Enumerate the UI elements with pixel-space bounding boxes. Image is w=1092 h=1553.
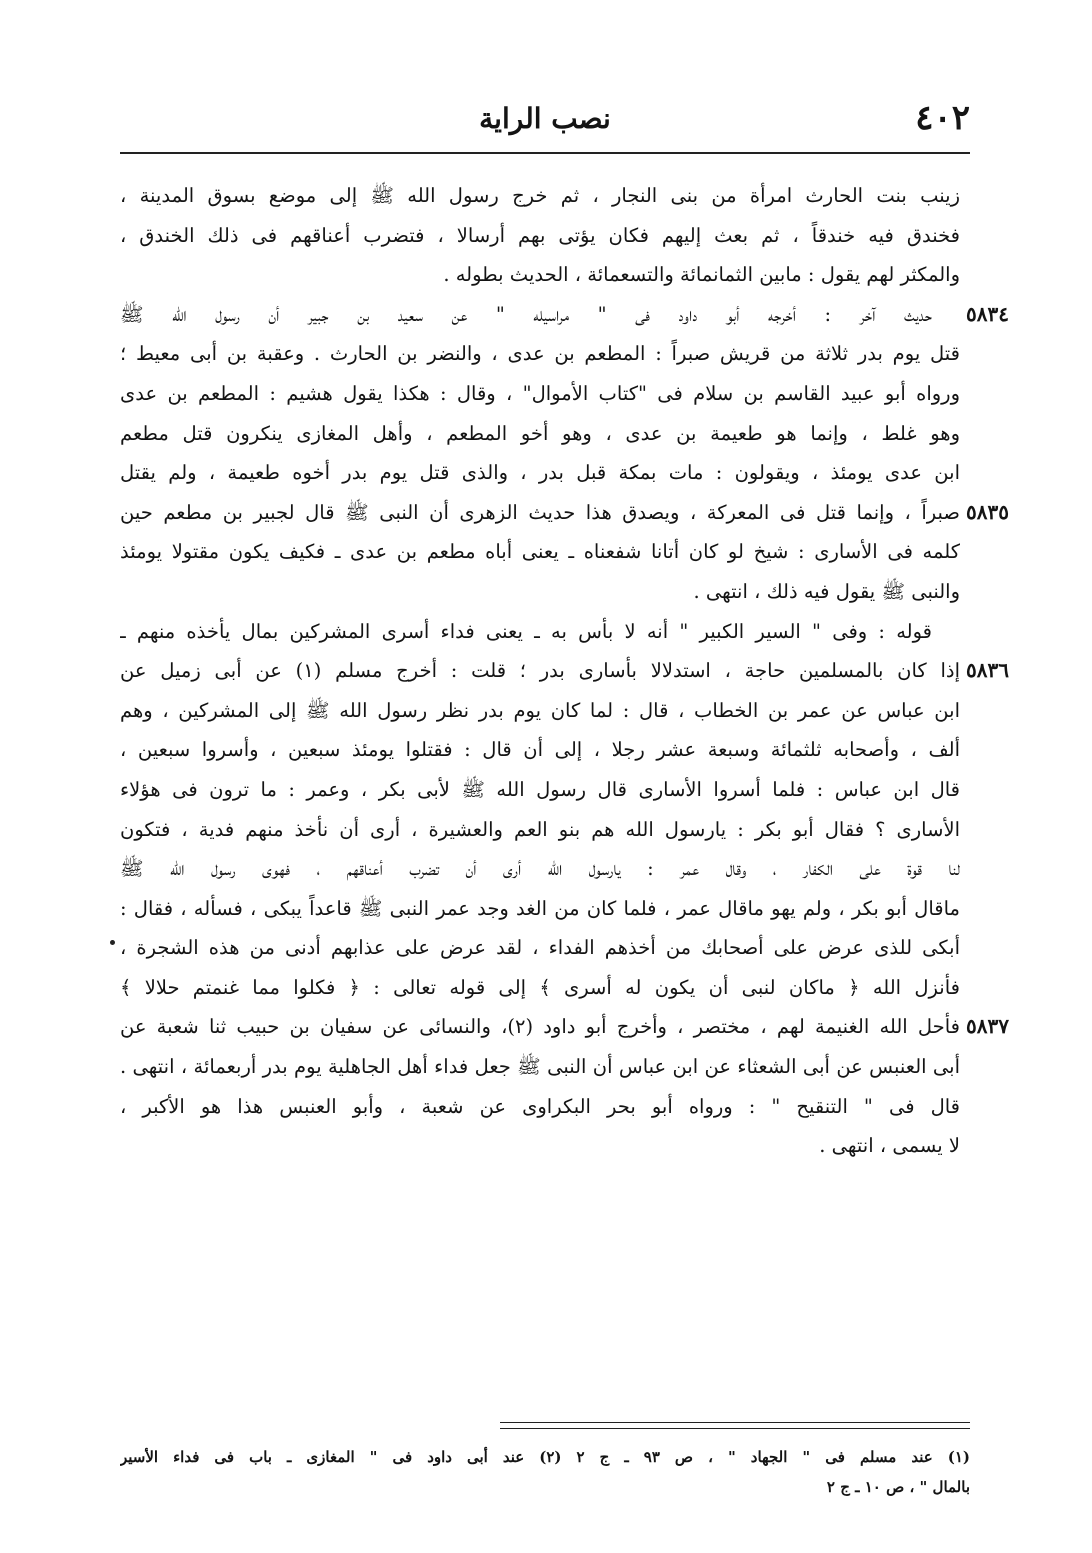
footnotes	[120, 1442, 970, 1502]
text-line: والمكثر لهم يقول : مابين الثمانمائة والتسعمائة ، الحديث بطوله .	[443, 263, 960, 287]
footnote-line: بالمال " ، ص ١٠ ـ ج ٢	[826, 1478, 970, 1496]
text-line	[120, 493, 1009, 533]
text-line: فخندق فيه خندقاً ، ثم بعث إليهم فكان يؤتى بهم أرسالا ، فتضرب أعناقهم فى ذلك الخندق ،	[120, 223, 960, 247]
line-text: إذا كان بالمسلمين حاجة ، استدلالا بأسارى بدر ؛ قلت : أخرج مسلم (١) عن أبى زميل عن	[120, 659, 960, 683]
text-line: أبى العنبس عن أبى الشعثاء عن ابن عباس أن النبى ﷺ جعل فداء أهل الجاهلية يوم بدر أربعمائة ، انتهى .	[120, 1055, 960, 1079]
line-text: صبراً ، وإنما قتل فى المعركة ، ويصدق هذا حديث الزهرى أن النبى ﷺ قال لجبير بن مطعم حين	[120, 500, 960, 524]
main-text	[120, 176, 1009, 1166]
text-line: الأسارى ؟ فقال أبو بكر : يارسول الله هم بنو العم والعشيرة ، أرى أن نأخذ منهم فدية ، فتكون	[120, 817, 960, 841]
text-line: ابن عباس عن عمر بن الخطاب ، قال : لما كان يوم بدر نظر رسول الله ﷺ إلى المشركين ، وهم	[120, 698, 960, 722]
text-line: قال ابن عباس : فلما أسروا الأسارى قال رسول الله ﷺ لأبى بكر ، وعمر : ما ترون فى هؤلاء	[120, 777, 960, 801]
text-line: ورواه أبو عبيد القاسم بن سلام فى "كتاب الأموال" ، وقال : هكذا يقول هشيم : المطعم بن عدى	[120, 381, 960, 405]
scan-speck	[110, 940, 115, 945]
text-line: لنا قوة على الكفار ، وقال عمر : يارسول الله أرى أن تضرب أعناقهم ، فهوى رسول الله ﷺ	[120, 857, 960, 881]
text-line: ألف ، وأصحابه ثلثمائة وسبعة عشر رجلا ، إلى أن قال : فقتلوا يومئذ سبعين ، وأسروا سبعين ،	[120, 738, 960, 762]
text-line: وهو غلط ، وإنما هو طعيمة بن عدى ، وهو أخو المطعم ، وأهل المغازى ينكرون قتل مطعم	[120, 421, 960, 445]
running-title: نصب الراية	[479, 102, 611, 135]
footnote-rule	[500, 1422, 970, 1429]
page-header	[120, 96, 970, 146]
hadith-number: ٥٨٣٦	[966, 658, 1009, 683]
text-line: قوله : وفى " السير الكبير " أنه لا بأس به ـ يعنى فداء أسرى المشركين بمال يأخذه منهم ـ	[120, 619, 932, 643]
text-line: فأنزل الله ﴿ ماكان لنبى أن يكون له أسرى ﴾ إلى قوله تعالى : ﴿ فكلوا مما غنمتم حلالا ﴾	[120, 975, 960, 999]
hadith-number: ٥٨٣٥	[966, 499, 1009, 524]
text-line: ابن عدى يومئذ ، ويقولون : مات بمكة قبل بدر ، والذى قتل يوم بدر أخوه طعيمة ، ولم يقتل	[120, 461, 960, 485]
line-text: حديث آخر : أخرجه أبو داود فى " مراسيله " عن سعيد بن جبير أن رسول الله ﷺ	[120, 302, 932, 326]
line-text: فأحل الله الغنيمة لهم ، مختصر ، وأخرج أبو داود (٢)، والنسائى عن سفيان بن حبيب ثنا شعبة عن	[120, 1015, 960, 1039]
hadith-number: ٥٨٣٧	[966, 1014, 1009, 1039]
header-rule	[120, 152, 970, 154]
page-number: ٤٠٢	[915, 98, 970, 138]
text-line: والنبى ﷺ يقول فيه ذلك ، انتهى .	[693, 579, 960, 603]
text-line: قال فى " التنقيح " : ورواه أبو بحر البكراوى عن شعبة ، وأبو العنبس هذا هو الأكبر ،	[120, 1094, 960, 1118]
text-line	[120, 651, 1009, 691]
hadith-number: ٥٨٣٤	[966, 301, 1009, 326]
text-line: أبكى للذى عرض على أصحابك من أخذهم الفداء ، لقد عرض على عذابهم أدنى من هذه الشجرة ،	[120, 936, 960, 960]
text-line	[120, 295, 1009, 335]
text-line: قتل يوم بدر ثلاثة من قريش صبراً : المطعم بن عدى ، والنضر بن الحارث . وعقبة بن أبى معيط ؛	[120, 342, 960, 366]
text-line: كلمه فى الأسارى : شيخ لو كان أتانا شفعناه ـ يعنى أباه مطعم بن عدى ـ فكيف يكون مقتولا يومئذ	[120, 540, 960, 564]
text-line: زينب بنت الحارث امرأة من بنى النجار ، ثم خرج رسول الله ﷺ إلى موضع بسوق المدينة ،	[120, 184, 960, 207]
text-line	[120, 1007, 1009, 1047]
footnote-line: (١) عند مسلم فى " الجهاد " ، ص ٩٣ ـ ج ٢ (٢) عند أبى داود فى " المغازى ـ باب فى فداء الأسير	[120, 1448, 970, 1466]
text-line: ماقال أبو بكر ، ولم يهو ماقال عمر ، فلما كان من الغد وجد عمر النبى ﷺ قاعداً يبكى ، فسأله ، فقال :	[120, 896, 960, 920]
text-line: لا يسمى ، انتهى .	[819, 1134, 960, 1158]
